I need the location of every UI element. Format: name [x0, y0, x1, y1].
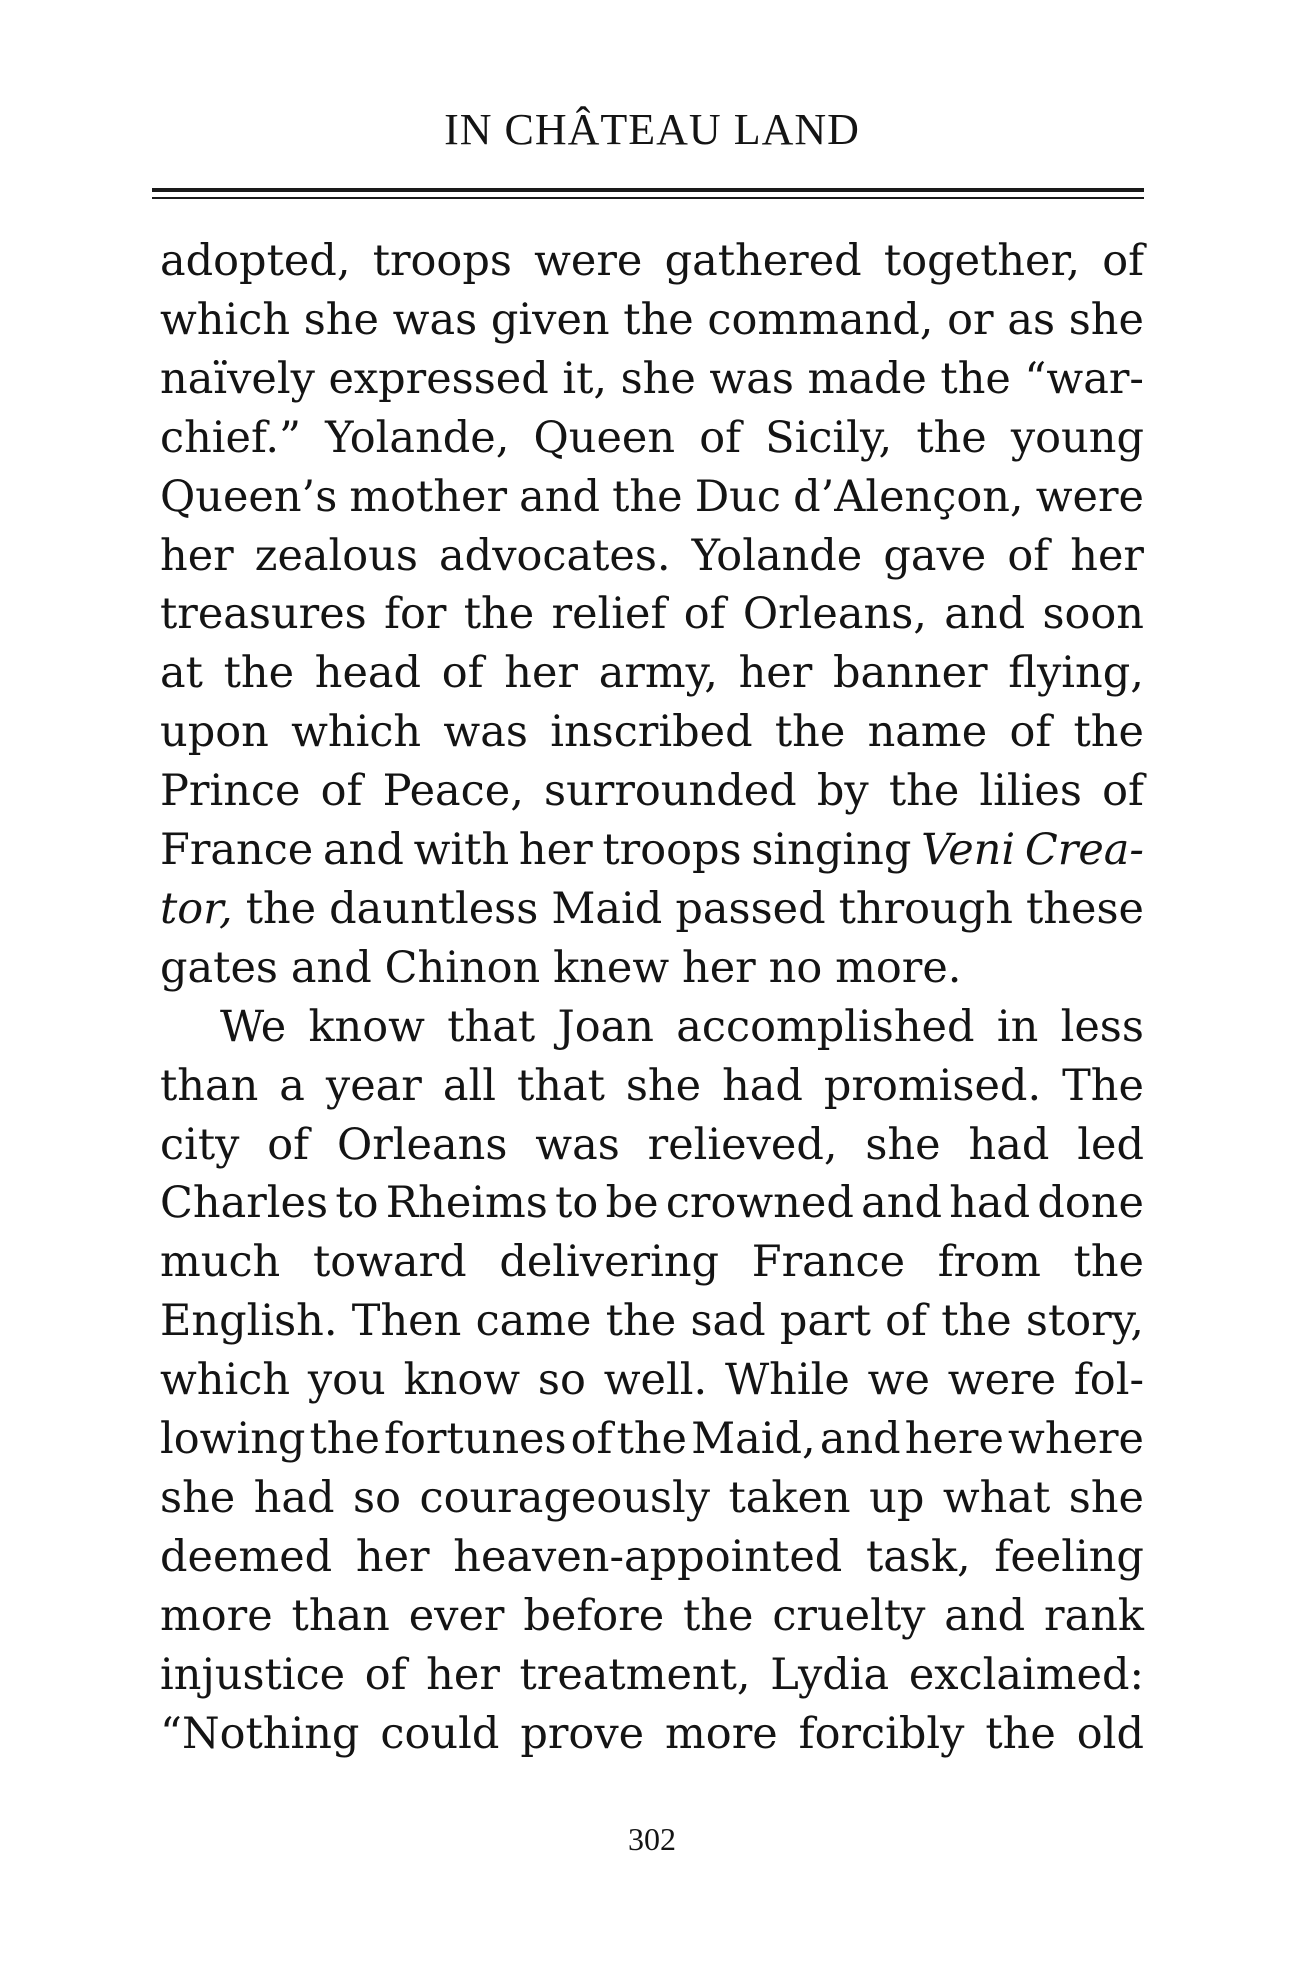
word: these	[1026, 884, 1144, 934]
word: relief	[551, 589, 667, 639]
word: command,	[707, 295, 934, 345]
text-line	[160, 939, 1144, 997]
word: and	[944, 1591, 1026, 1641]
text-line	[160, 1646, 1144, 1704]
word: of	[683, 589, 726, 639]
word: so	[537, 1355, 586, 1405]
word: she	[1068, 295, 1144, 345]
word: The	[1062, 1061, 1144, 1111]
word: from	[937, 1237, 1041, 1287]
word: be	[605, 1178, 659, 1228]
word: France	[751, 1237, 906, 1287]
text-line	[160, 350, 1144, 408]
word: more	[665, 1709, 778, 1759]
word: she	[865, 1120, 941, 1170]
word: the	[612, 472, 683, 522]
word: deemed	[160, 1532, 333, 1582]
text-line	[160, 1116, 1144, 1174]
word: by	[816, 766, 869, 816]
word: came	[475, 1296, 592, 1346]
word: the	[940, 354, 1011, 404]
word: had	[253, 1473, 335, 1523]
word: advocates.	[439, 531, 671, 581]
word: was	[535, 1120, 620, 1170]
word: singing	[751, 825, 912, 875]
word: Sicily,	[765, 413, 893, 463]
text-line	[160, 644, 1144, 702]
word: of	[1102, 236, 1144, 286]
word: a	[279, 1061, 305, 1111]
word: adopted,	[160, 236, 351, 286]
word: had	[722, 1061, 803, 1111]
text-line	[160, 1410, 1144, 1468]
word: she	[620, 354, 696, 404]
text-line	[160, 1705, 1144, 1763]
word: her	[355, 1532, 430, 1582]
word: she	[303, 295, 379, 345]
text-line	[160, 468, 1144, 526]
word: which	[160, 295, 291, 345]
word: Lydia	[770, 1650, 890, 1700]
word: Yolande	[691, 531, 863, 581]
word: expressed	[328, 354, 549, 404]
word: that	[447, 1002, 536, 1052]
word: forcibly	[798, 1709, 965, 1759]
word: knew	[553, 943, 670, 993]
word: heaven-appointed	[453, 1532, 843, 1582]
word: that	[516, 1061, 605, 1111]
word: and	[519, 472, 601, 522]
word: well.	[603, 1355, 708, 1405]
word: Yolande,	[325, 413, 510, 463]
word: she	[1068, 1473, 1144, 1523]
word: were	[534, 236, 643, 286]
text-line	[160, 821, 1144, 879]
word: the	[774, 707, 846, 757]
word: we	[867, 1355, 930, 1405]
word: France	[160, 825, 314, 875]
word: city	[160, 1120, 240, 1170]
word: treatment,	[519, 1650, 751, 1700]
text-line	[160, 1351, 1144, 1409]
word: fortunes	[384, 1414, 567, 1464]
word: dauntless	[329, 884, 539, 934]
text-line	[160, 409, 1144, 467]
word: naïvely	[160, 354, 315, 404]
word: English.	[160, 1296, 338, 1346]
word: of	[699, 413, 742, 463]
word: she	[160, 1473, 236, 1523]
word: which	[160, 1355, 291, 1405]
word: less	[1060, 1002, 1144, 1052]
word: Queen	[533, 413, 676, 463]
word: Orleans	[336, 1120, 508, 1170]
word: Duc	[694, 472, 781, 522]
word: her	[1070, 531, 1144, 581]
word: lowing	[160, 1414, 306, 1464]
text-line	[160, 291, 1144, 349]
word: flying,	[1008, 648, 1144, 698]
text-line	[160, 232, 1144, 290]
word: could	[380, 1709, 500, 1759]
word: her	[518, 825, 593, 875]
word: through	[838, 884, 1013, 934]
word: gates	[160, 943, 278, 993]
word: all	[442, 1061, 496, 1111]
header-rule-thin	[152, 197, 1144, 199]
word: what	[942, 1473, 1051, 1523]
word: relieved,	[647, 1120, 838, 1170]
word: Joan	[557, 1002, 654, 1052]
word: cruelty	[772, 1591, 926, 1641]
word: troops	[372, 236, 512, 286]
word: for	[384, 589, 447, 639]
word: injustice	[160, 1650, 346, 1700]
word: inscribed	[550, 707, 753, 757]
word: the	[1073, 1237, 1144, 1287]
word: of	[1007, 531, 1050, 581]
word: young	[1010, 413, 1144, 463]
word: head	[314, 648, 422, 698]
text-line	[160, 1174, 1144, 1232]
word: of	[364, 1650, 407, 1700]
word: d’Alençon,	[793, 472, 1024, 522]
word: the	[888, 766, 960, 816]
word: the	[463, 589, 535, 639]
word: more.	[835, 943, 962, 993]
word: tor,	[160, 884, 233, 934]
word: crowned	[665, 1178, 854, 1228]
word: the	[1073, 707, 1144, 757]
word: While	[724, 1355, 850, 1405]
word: Queen’s	[160, 472, 338, 522]
word: the	[916, 413, 987, 463]
word: to	[555, 1178, 599, 1228]
word: Then	[351, 1296, 462, 1346]
word: was	[443, 707, 528, 757]
text-line	[160, 1528, 1144, 1586]
word: task,	[866, 1532, 971, 1582]
word: the	[605, 1296, 677, 1346]
word: here	[904, 1414, 1004, 1464]
word: rank	[1044, 1591, 1144, 1641]
text-line	[160, 880, 1144, 938]
word: and	[944, 589, 1026, 639]
word: were	[1035, 472, 1144, 522]
word: and	[819, 1414, 901, 1464]
word: her	[160, 531, 234, 581]
word: of	[885, 1296, 927, 1346]
word: story,	[1025, 1296, 1144, 1346]
word: in	[996, 1002, 1039, 1052]
word: Chinon	[384, 943, 541, 993]
word: up	[869, 1473, 925, 1523]
word: her	[682, 943, 756, 993]
word: part	[779, 1296, 871, 1346]
text-line	[160, 1057, 1144, 1115]
word: Peace,	[382, 766, 524, 816]
word: her	[738, 648, 813, 698]
word: which	[291, 707, 422, 757]
word: had	[968, 1120, 1050, 1170]
word: courageously	[419, 1473, 711, 1523]
word: exclaimed:	[908, 1650, 1144, 1700]
word: toward	[312, 1237, 467, 1287]
word: the	[623, 295, 694, 345]
word: “Nothing	[160, 1709, 360, 1759]
word: her	[426, 1650, 500, 1700]
word: the	[616, 1414, 687, 1464]
word: was	[709, 354, 794, 404]
text-line	[160, 527, 1144, 585]
word: ever	[408, 1591, 505, 1641]
word: gathered	[664, 236, 862, 286]
word: much	[160, 1237, 281, 1287]
word: to	[335, 1178, 379, 1228]
word: Rheims	[385, 1178, 548, 1228]
word: of	[267, 1120, 310, 1170]
text-line	[160, 1233, 1144, 1291]
word: “war-	[1024, 354, 1144, 404]
word: We	[220, 1002, 287, 1052]
word: soon	[1042, 589, 1144, 639]
word: accomplished	[676, 1002, 975, 1052]
word: given	[490, 295, 610, 345]
word: her	[504, 648, 578, 698]
word: the	[309, 1414, 380, 1464]
word: she	[625, 1061, 702, 1111]
word: and	[861, 1178, 942, 1228]
word: fol-	[1073, 1355, 1144, 1405]
text-line	[160, 1292, 1144, 1350]
word: passed	[675, 884, 826, 934]
word: Maid	[551, 884, 663, 934]
word: mother	[349, 472, 508, 522]
word: more	[160, 1591, 273, 1641]
header-rule-thick	[152, 188, 1144, 192]
word: as	[1007, 295, 1056, 345]
word: you	[307, 1355, 386, 1405]
word: so	[353, 1473, 402, 1523]
word: army,	[598, 648, 718, 698]
word: the	[683, 1591, 754, 1641]
word: and	[323, 825, 404, 875]
text-line	[160, 1469, 1144, 1527]
word: feeling	[994, 1532, 1144, 1582]
text-line	[160, 762, 1144, 820]
word: of	[570, 1414, 613, 1464]
word: were	[947, 1355, 1057, 1405]
word: of	[441, 648, 484, 698]
word: the	[245, 884, 317, 934]
word: or	[947, 295, 994, 345]
text-line	[160, 703, 1144, 761]
word: treasures	[160, 589, 367, 639]
word: together,	[883, 236, 1080, 286]
word: and	[290, 943, 372, 993]
word: than	[160, 1061, 259, 1111]
word: the	[941, 1296, 1012, 1346]
word: know	[308, 1002, 425, 1052]
word: led	[1077, 1120, 1144, 1170]
word: lilies	[979, 766, 1082, 816]
word: know	[403, 1355, 521, 1405]
word: promised.	[823, 1061, 1042, 1111]
word: Prince	[160, 766, 301, 816]
word: troops	[602, 825, 742, 875]
word: surrounded	[544, 766, 797, 816]
text-line	[160, 1587, 1144, 1645]
word: Orleans,	[742, 589, 927, 639]
text-line	[160, 585, 1144, 643]
word: done	[1037, 1178, 1144, 1228]
word: name	[867, 707, 988, 757]
word: taken	[728, 1473, 851, 1523]
word: no	[768, 943, 823, 993]
word: chief.”	[160, 413, 302, 463]
word: Charles	[160, 1178, 329, 1228]
word: with	[413, 825, 510, 875]
word: had	[949, 1178, 1031, 1228]
word: banner	[833, 648, 988, 698]
word: the	[985, 1709, 1056, 1759]
word: Crea-	[1024, 825, 1144, 875]
word: it,	[562, 354, 608, 404]
word: gave	[883, 531, 987, 581]
word: before	[523, 1591, 665, 1641]
word: was	[392, 295, 478, 345]
word: made	[807, 354, 927, 404]
word: Veni	[921, 825, 1016, 875]
word: the	[223, 648, 295, 698]
word: old	[1076, 1709, 1144, 1759]
word: zealous	[254, 531, 418, 581]
word: at	[160, 648, 203, 698]
word: than	[291, 1591, 390, 1641]
word: Maid,	[691, 1414, 816, 1464]
page-number: 302	[628, 1821, 676, 1857]
word: where	[1008, 1414, 1144, 1464]
word: of	[1009, 707, 1052, 757]
word: prove	[520, 1709, 645, 1759]
word: delivering	[499, 1237, 720, 1287]
word: upon	[160, 707, 269, 757]
word: sad	[690, 1296, 766, 1346]
running-head: IN CHÂTEAU LAND	[444, 105, 860, 154]
word: year	[325, 1061, 422, 1111]
word: of	[320, 766, 363, 816]
word: of	[1102, 766, 1144, 816]
text-line	[160, 998, 1144, 1056]
